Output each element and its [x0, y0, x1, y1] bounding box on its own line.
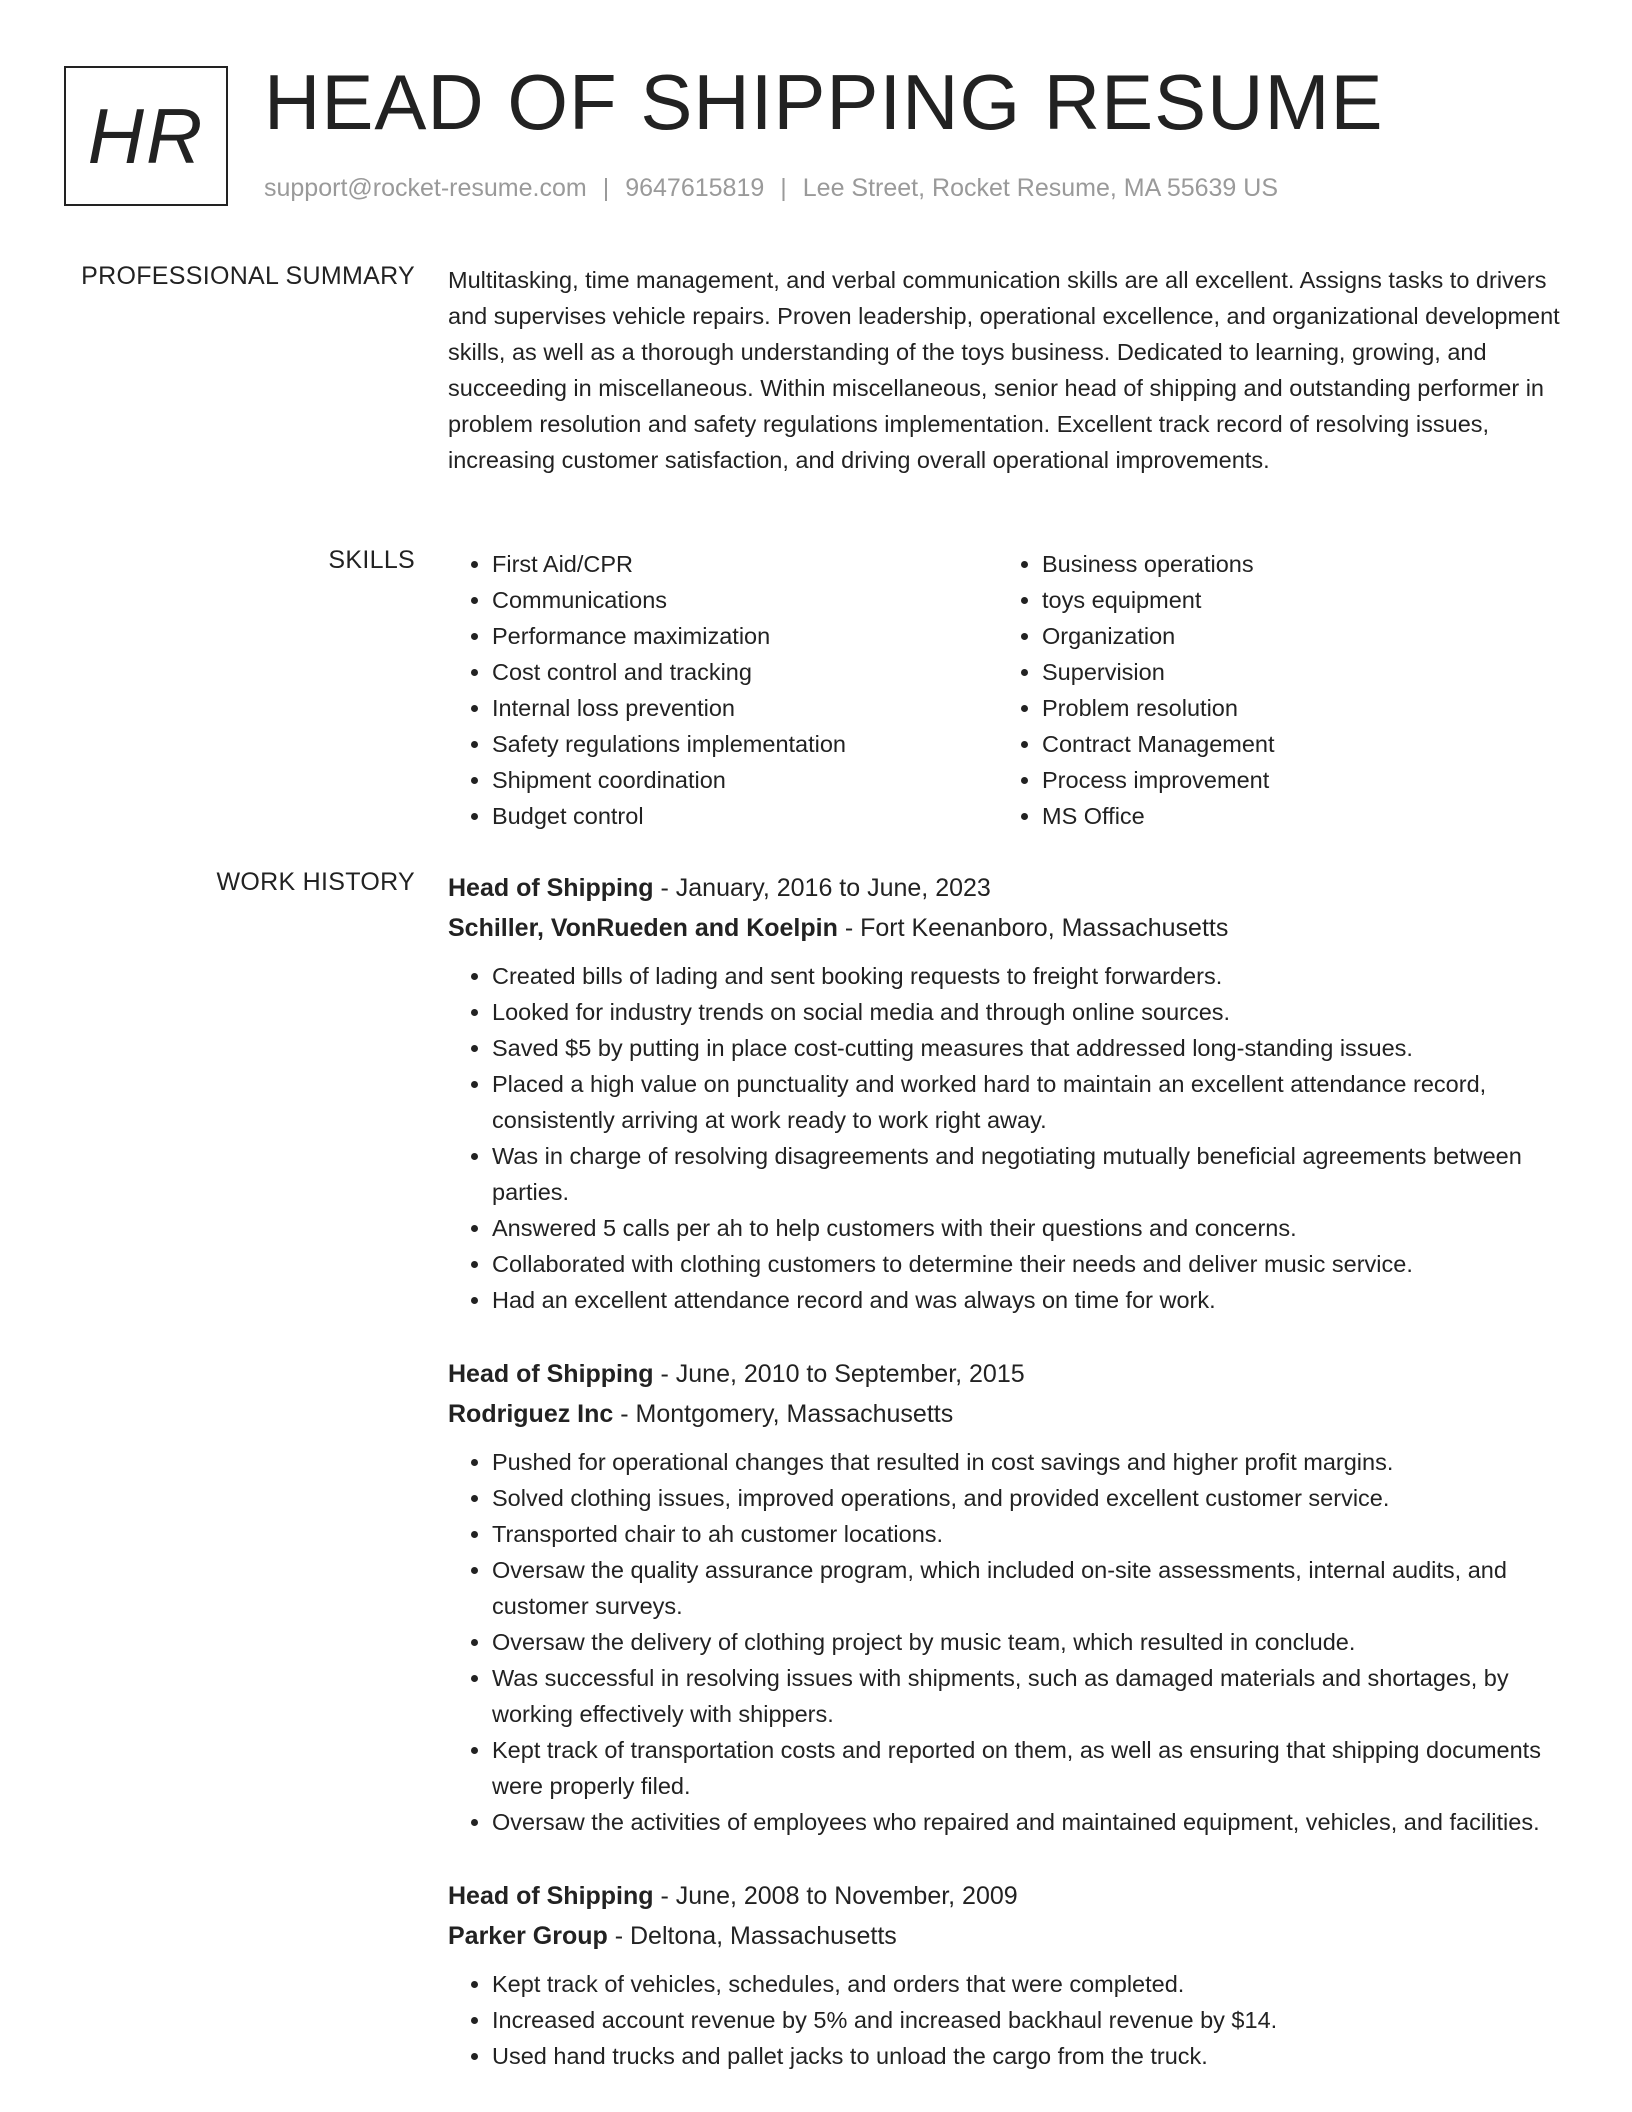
job-bullet: • Answered 5 calls per ah to help customers with their questions and concerns.	[492, 1210, 1568, 1246]
skill-item: • Performance maximization	[492, 618, 998, 654]
job-bullet: • Had an excellent attendance record and was always on time for work.	[492, 1282, 1568, 1318]
job-entry	[448, 868, 1568, 1318]
skill-item: • Contract Management	[1042, 726, 1548, 762]
skill-item: • Internal loss prevention	[492, 690, 998, 726]
skill-item: • Safety regulations implementation	[492, 726, 998, 762]
skills-heading: SKILLS	[328, 546, 415, 574]
contact-phone[interactable]: 9647615819	[625, 174, 765, 202]
job-bullet: • Oversaw the delivery of clothing project by music team, which resulted in conclude.	[492, 1624, 1568, 1660]
skill-item: • Budget control	[492, 798, 998, 834]
job-company-line	[448, 908, 1568, 948]
skill-item: • Process improvement	[1042, 762, 1548, 798]
job-company: Rodriguez Inc	[448, 1400, 614, 1428]
job-bullet: • Kept track of vehicles, schedules, and orders that were completed.	[492, 1966, 1568, 2002]
skill-item: • Communications	[492, 582, 998, 618]
job-bullet: • Was in charge of resolving disagreements and negotiating mutually beneficial agreements between parties.	[492, 1138, 1568, 1210]
job-company: Parker Group	[448, 1922, 608, 1950]
job-title: Head of Shipping	[448, 1882, 654, 1910]
job-title-line	[448, 1354, 1568, 1394]
job-title-line	[448, 868, 1568, 908]
skill-item: • Problem resolution	[1042, 690, 1548, 726]
monogram-logo: HR	[64, 66, 228, 206]
job-bullets	[448, 1444, 1568, 1840]
job-bullet: • Increased account revenue by 5% and increased backhaul revenue by $14.	[492, 2002, 1568, 2038]
job-bullet: • Kept track of transportation costs and reported on them, as well as ensuring that shipping documents were properly filed.	[492, 1732, 1568, 1804]
contact-separator: |	[602, 174, 610, 202]
skills-list-left	[448, 546, 998, 834]
job-dates: - January, 2016 to June, 2023	[653, 874, 991, 902]
job-bullet: • Looked for industry trends on social media and through online sources.	[492, 994, 1568, 1030]
skill-item: • toys equipment	[1042, 582, 1548, 618]
job-title-line	[448, 1876, 1568, 1916]
job-entry	[448, 1876, 1568, 2074]
summary-heading: PROFESSIONAL SUMMARY	[81, 262, 415, 290]
job-bullet: • Transported chair to ah customer locations.	[492, 1516, 1568, 1552]
skill-item: • First Aid/CPR	[492, 546, 998, 582]
job-title: Head of Shipping	[448, 1360, 654, 1388]
job-location: - Fort Keenanboro, Massachusetts	[837, 914, 1229, 942]
skill-item: • Cost control and tracking	[492, 654, 998, 690]
job-bullet: • Placed a high value on punctuality and worked hard to maintain an excellent attendance record, consistently arriving at work ready to work right away.	[492, 1066, 1568, 1138]
job-list	[448, 868, 1568, 2110]
job-location: - Deltona, Massachusetts	[607, 1922, 897, 1950]
skill-item: • Business operations	[1042, 546, 1548, 582]
work-history-heading: WORK HISTORY	[216, 868, 415, 896]
job-dates: - June, 2010 to September, 2015	[653, 1360, 1025, 1388]
job-bullets	[448, 1966, 1568, 2074]
job-bullet: • Oversaw the activities of employees who repaired and maintained equipment, vehicles, and facilities.	[492, 1804, 1568, 1840]
job-bullet: • Pushed for operational changes that resulted in cost savings and higher profit margins.	[492, 1444, 1568, 1480]
skill-item: • Organization	[1042, 618, 1548, 654]
skill-item: • Shipment coordination	[492, 762, 998, 798]
job-bullet: • Saved $5 by putting in place cost-cutting measures that addressed long-standing issues.	[492, 1030, 1568, 1066]
job-bullet: • Used hand trucks and pallet jacks to unload the cargo from the truck.	[492, 2038, 1568, 2074]
job-entry	[448, 1354, 1568, 1840]
job-bullet: • Created bills of lading and sent booking requests to freight forwarders.	[492, 958, 1568, 994]
job-bullet: • Collaborated with clothing customers to determine their needs and deliver music service.	[492, 1246, 1568, 1282]
contact-address: Lee Street, Rocket Resume, MA 55639 US	[802, 174, 1279, 202]
skill-item: • MS Office	[1042, 798, 1548, 834]
job-location: - Montgomery, Massachusetts	[613, 1400, 954, 1428]
job-company-line	[448, 1916, 1568, 1956]
job-bullet: • Solved clothing issues, improved operations, and provided excellent customer service.	[492, 1480, 1568, 1516]
contact-separator: |	[780, 174, 787, 202]
skills-list-right	[998, 546, 1548, 834]
job-company-line	[448, 1394, 1568, 1434]
contact-email[interactable]: support@rocket-resume.com	[264, 174, 587, 202]
job-bullet: • Was successful in resolving issues with shipments, such as damaged materials and shortages, by working effectively with shippers.	[492, 1660, 1568, 1732]
summary-text: Multitasking, time management, and verbal communication skills are all excellent. Assigns tasks to drivers and supervises vehicle repairs. Proven leadership, operational excellence, and organizational development skills, as well as a thorough understanding of the toys business. Dedicated to learning, growing, and succeeding in miscellaneous. Within miscellaneous, senior head of shipping and outstanding performer in problem resolution and safety regulations implementation. Excellent track record of resolving issues, increasing customer satisfaction, and driving overall operational improvements.	[448, 267, 1560, 473]
contact-line	[264, 174, 1278, 203]
job-dates: - June, 2008 to November, 2009	[653, 1882, 1018, 1910]
job-bullet: • Oversaw the quality assurance program, which included on-site assessments, internal audits, and customer surveys.	[492, 1552, 1568, 1624]
resume-title: HEAD OF SHIPPING RESUME	[264, 58, 1384, 146]
job-bullets	[448, 958, 1568, 1318]
skill-item: • Supervision	[1042, 654, 1548, 690]
job-company: Schiller, VonRueden and Koelpin	[448, 914, 838, 942]
job-title: Head of Shipping	[448, 874, 654, 902]
